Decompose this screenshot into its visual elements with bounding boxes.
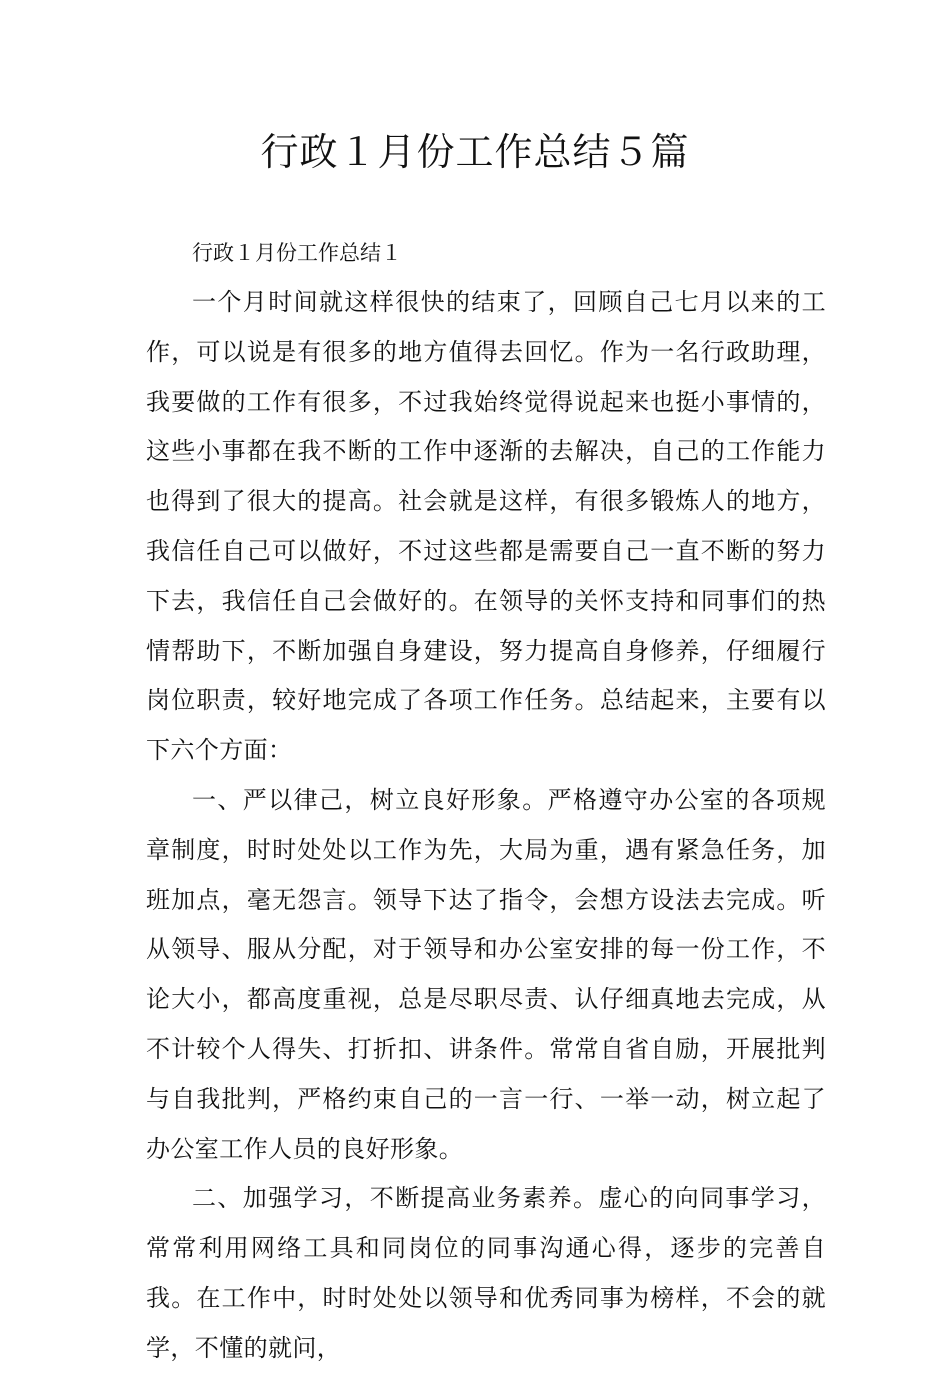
- section-heading: 行政１月份工作总结１: [192, 241, 402, 265]
- paragraph-point-one: 一、严以律己，树立良好形象。严格遵守办公室的各项规章制度，时时处处以工作为先，大局为重，遇有紧急任务，加班加点，毫无怨言。领导下达了指令，会想方设法去完成。听从领导、服从分配，对于领导和办公室安排的每一份工作，不论大小，都高度重视，总是尽职尽责、认仔细真地去完成，从不计较个人得失、打折扣、讲条件。常常自省自励，开展批判与自我批判，严格约束自己的一言一行、一举一动，树立起了办公室工作人员的良好形象。: [146, 785, 826, 1163]
- document-title: 行政１月份工作总结５篇: [260, 130, 690, 174]
- document-body: [146, 278, 826, 1374]
- paragraph-point-two: 二、加强学习，不断提高业务素养。虚心的向同事学习，常常利用网络工具和同岗位的同事沟通心得，逐步的完善自我。在工作中，时时处处以领导和优秀同事为榜样，不会的就学，不懂的就问，: [146, 1184, 826, 1362]
- paragraph-intro: 一个月时间就这样很快的结束了，回顾自己七月以来的工作，可以说是有很多的地方值得去回忆。作为一名行政助理，我要做的工作有很多，不过我始终觉得说起来也挺小事情的，这些小事都在我不断的工作中逐渐的去解决，自己的工作能力也得到了很大的提高。社会就是这样，有很多锻炼人的地方，我信任自己可以做好，不过这些都是需要自己一直不断的努力下去，我信任自己会做好的。在领导的关怀支持和同事们的热情帮助下，不断加强自身建设，努力提高自身修养，仔细履行岗位职责，较好地完成了各项工作任务。总结起来，主要有以下六个方面：: [146, 288, 826, 765]
